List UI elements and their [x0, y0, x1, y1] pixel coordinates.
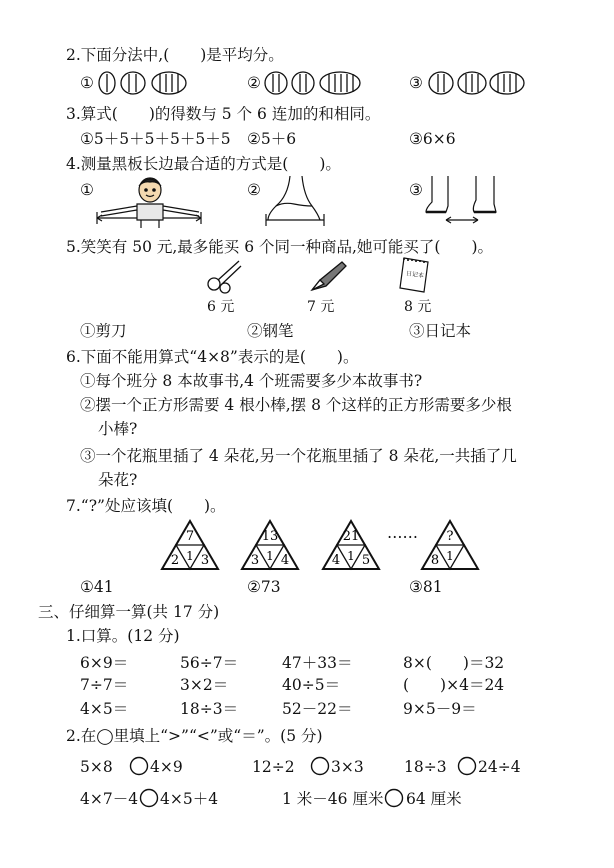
scissors-icon: [205, 258, 245, 294]
q2-option-2-marker[interactable]: ②: [247, 74, 261, 92]
stick-groups-1-icon: [96, 70, 216, 96]
tri3-left: 4: [331, 553, 341, 568]
q6-option-3-line2[interactable]: 朵花?: [98, 471, 138, 489]
compare-circle-icon[interactable]: [310, 756, 330, 776]
oral-calc-cell[interactable]: 56÷7＝: [180, 654, 239, 672]
oral-calc-cell[interactable]: 18÷3＝: [180, 700, 239, 718]
compare-left: 18÷3: [404, 758, 447, 776]
number-triangle-1: [160, 519, 220, 571]
hand-span-icon: [262, 176, 332, 228]
q4-option-1-marker[interactable]: ①: [80, 181, 94, 199]
q2-stem: 2.下面分法中,( )是平均分。: [66, 46, 284, 64]
q5-option-1[interactable]: ①剪刀: [80, 322, 127, 340]
compare-circle-icon[interactable]: [384, 788, 404, 808]
q7-stem: 7.“?”处应该填( )。: [66, 497, 226, 515]
tri3-top: 21: [342, 529, 360, 544]
q5-price-pen: 7 元: [307, 299, 335, 315]
tri3-mid: 1: [347, 549, 355, 563]
tri1-top: 7: [185, 529, 195, 544]
oral-calc-cell[interactable]: 40÷5＝: [282, 676, 341, 694]
tri2-right: 4: [280, 553, 290, 568]
oral-calc-cell[interactable]: 3×2＝: [180, 676, 229, 694]
q2-option-1-marker[interactable]: ①: [80, 74, 94, 92]
tri3-right: 5: [361, 553, 371, 568]
tri2-top: 13: [261, 529, 279, 544]
q5-option-3[interactable]: ③日记本: [409, 322, 472, 340]
number-triangle-2: [240, 519, 300, 571]
q6-option-2-line1[interactable]: ②摆一个正方形需要 4 根小棒,摆 8 个这样的正方形需要多少根: [80, 396, 512, 414]
q7-option-2[interactable]: ②73: [247, 578, 281, 596]
tri4-mid: 1: [446, 549, 454, 563]
tri4-left: 8: [430, 553, 440, 568]
compare-left: 4×7－4: [80, 790, 139, 808]
compare-circle-icon[interactable]: [139, 788, 159, 808]
q4-option-3-marker[interactable]: ③: [409, 181, 423, 199]
oral-calc-cell[interactable]: 8×( )＝32: [403, 654, 505, 672]
q3-option-3[interactable]: ③6×6: [409, 130, 456, 148]
compare-left: 12÷2: [252, 758, 295, 776]
compare-circle-icon[interactable]: [129, 756, 149, 776]
compare-left: 5×8: [80, 758, 113, 776]
oral-calc-cell[interactable]: 6×9＝: [80, 654, 129, 672]
section-3-sub1: 1.口算。(12 分): [66, 627, 180, 645]
q3-stem: 3.算式( )的得数与 5 个 6 连加的和相同。: [66, 105, 381, 123]
q5-price-notebook: 8 元: [404, 299, 432, 315]
compare-right: 24÷4: [478, 758, 521, 776]
number-triangle-4: [420, 519, 480, 571]
q6-option-2-line2[interactable]: 小棒?: [98, 420, 138, 438]
section-3-title: 三、仔细算一算(共 17 分): [38, 603, 220, 621]
fountain-pen-icon: [306, 258, 350, 294]
notebook-icon: [398, 254, 434, 294]
q3-option-1[interactable]: ①5＋5＋5＋5＋5＋5: [80, 130, 231, 148]
tri2-left: 3: [250, 553, 260, 568]
q7-option-3[interactable]: ③81: [409, 578, 443, 596]
q5-price-scissors: 6 元: [207, 299, 235, 315]
tri2-mid: 1: [266, 549, 274, 563]
compare-circle-icon[interactable]: [457, 756, 477, 776]
q4-option-2-marker[interactable]: ②: [247, 181, 261, 199]
compare-right: 4×5＋4: [160, 790, 219, 808]
q5-stem: 5.笑笑有 50 元,最多能买 6 个同一种商品,她可能买了( )。: [66, 238, 494, 256]
q5-option-2[interactable]: ②钢笔: [247, 322, 294, 340]
oral-calc-cell[interactable]: 4×5＝: [80, 700, 129, 718]
oral-calc-cell[interactable]: 9×5－9＝: [403, 700, 477, 718]
q6-option-3-line1[interactable]: ③一个花瓶里插了 4 朵花,另一个花瓶里插了 8 朵花,一共插了几: [80, 447, 517, 465]
stick-groups-3-icon: [425, 70, 535, 96]
tri1-left: 2: [170, 553, 180, 568]
q2-option-3-marker[interactable]: ③: [409, 74, 423, 92]
compare-right: 3×3: [331, 758, 364, 776]
tri1-right: 3: [200, 553, 210, 568]
foot-step-icon: [420, 176, 500, 228]
oral-calc-cell[interactable]: 7÷7＝: [80, 676, 129, 694]
notebook-cover-label: 日记本: [405, 270, 425, 280]
boy-arm-span-icon: [95, 176, 205, 228]
number-triangle-3: [321, 519, 381, 571]
tri4-top: ?: [446, 529, 454, 544]
stick-groups-2-icon: [262, 70, 372, 96]
tri1-mid: 1: [186, 549, 194, 563]
compare-right: 64 厘米: [406, 790, 462, 808]
q6-stem: 6.下面不能用算式“4×8”表示的是( )。: [66, 348, 359, 366]
oral-calc-cell[interactable]: ( )×4＝24: [403, 676, 505, 694]
oral-calc-cell[interactable]: 47＋33＝: [282, 654, 353, 672]
compare-left: 1 米－46 厘米: [282, 790, 384, 808]
section-3-sub2: 2.在◯里填上“>”“<”或“＝”。(5 分): [66, 727, 323, 745]
q7-ellipsis: ……: [387, 524, 418, 542]
q3-option-2[interactable]: ②5＋6: [247, 130, 297, 148]
q4-stem: 4.测量黑板长边最合适的方式是( )。: [66, 155, 341, 173]
oral-calc-cell[interactable]: 52－22＝: [282, 700, 353, 718]
q7-option-1[interactable]: ①41: [80, 578, 114, 596]
compare-right: 4×9: [150, 758, 183, 776]
q6-option-1[interactable]: ①每个班分 8 本故事书,4 个班需要多少本故事书?: [80, 372, 423, 390]
